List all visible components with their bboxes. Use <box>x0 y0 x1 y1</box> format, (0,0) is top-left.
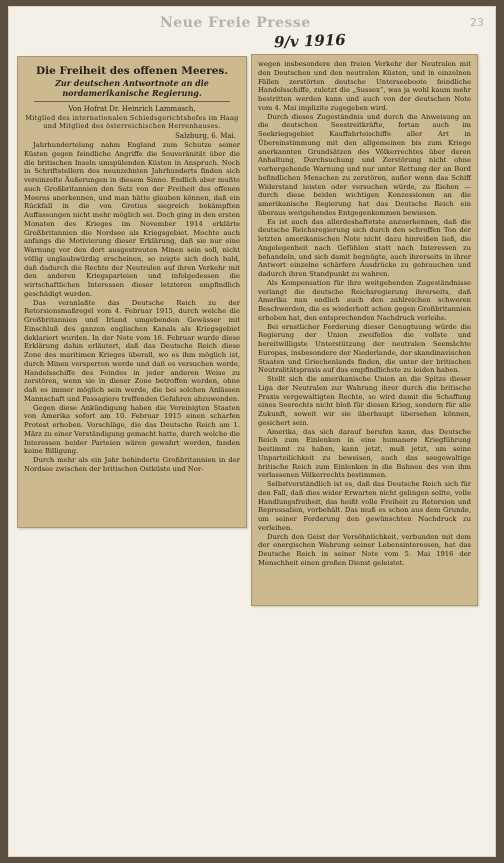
page-number: 23 <box>470 16 484 29</box>
article-subhead: Zur deutschen Antwortnote an die nordamerikanische Regierung. <box>55 78 209 98</box>
article-clipping-right <box>251 54 478 606</box>
paragraph: Durch dieses Zugeständnis und durch die Anweisung an die deutschen Seestreitkräfte, fortan auch im Seekriegsgebiet Kauffahrteischiffe aller Art in Übereinstimmung mit den allgemeinen bis zum Kriege anerkannten Grundsätzen des Völkerrechtes über deren Anhaltung, Durchsuchung und Zerstörung nicht ohne vorhergehende Warnung und nur unter Rettung der an Bord befindlichen Menschen zu zerstören, außer wenn das Schiff Widerstand leisten oder versuchen würde, zu fliehen — durch diese beiden wichtigen Konzessionen an die amerikanische Regierung hat das Deutsche Reich ein überaus weitgehendes Entgegenkommen bewiesen. <box>258 112 471 217</box>
article-headline: Die Freiheit des offenen Meeres. <box>36 65 228 77</box>
paragraph: Als Kompensation für ihre weitgehenden Zugeständnisse verlangt die deutsche Reichsregierung ihrerseits, daß Amerika nun endlich auch den zahlreichen schweren Beschwerden, die es wiederholt schon gegen Großbritannien erhoben hat, den entsprechenden Nachdruck verleihe. <box>258 278 471 322</box>
divider <box>34 101 230 102</box>
paragraph: Durch mehr als ein Jahr behinderte Großbritannien in der Nordsee zwischen der britischen Ostküste und Nor- <box>24 456 240 473</box>
dateline: Salzburg, 6. Mai. <box>175 132 236 140</box>
article-clipping-left <box>17 56 247 528</box>
paragraph: Stellt sich die amerikanische Union an die Spitze dieser Liga der Neutralen zur Wahrung ihrer durch die britische Praxis vergewaltigten Rechte, so wird damit die Schaffung eines Seerechts nicht bloß für diesen Krieg, sondern für alle Zukunft, soweit wir sie überhaupt übersehen können, gesichert sein. <box>258 375 471 427</box>
paragraph: wegen insbesondere den freien Verkehr der Neutralen mit den Deutschen und den neutralen Küsten, und in einzelnen Fällen zerstörten deutsche Unterseeboote feindliche Handelsschiffe, zuletzt die „Sussex“, was ja wohl kaum mehr bestritten werden kann und auch von der deutschen Note vom 4. Mai implizite zugegeben wird. <box>258 60 471 112</box>
paragraph: Gegen diese Ankündigung haben die Vereinigten Staaten von Amerika sofort am 10. Februar 1915 einen scharfen Protest erhoben. Vorschläge, die das Deutsche Reich am 1. März zu einer Verständigung gemacht hatte, durch welche die Interessen beider Parteien wären gewahrt worden, fanden keine Billigung. <box>24 403 240 456</box>
paragraph: Das veranlaßte das Deutsche Reich zu der Retorsionsmaßregel vom 4. Februar 1915, durch welche die Großbritannien und Irland umgebenden Gewässer mit Einschluß des ganzen englischen Kanals als Kriegsgebiet deklariert wurden. In der Note vom 16. Februar wurde diese Erklärung dahin erläutert, daß das Deutsche Reich diese Zone des maritimen Krieges überall, wo es ihm möglich ist, durch Minen versperren werde und daß es versuchen werde, Handelsschiffe des Feindes in jeder anderen Weise zu zerstören, wenn sie in dieser Zone betroffen werden, ohne daß es immer möglich sein werde, die bei solchen Anlässen Mannschaft und Passagiere treffenden Gefahren abzuwenden. <box>24 298 240 403</box>
paragraph: Bei ernstlicher Forderung dieser Genugtuung würde die Regierung der Union zweifellos die vollste und bereitwilligste Unterstützung der neutralen Seemächte Europas, insbesondere der Niederlande, der skandinavischen Staaten und Griechenlands finden, die unter der britischen Neutralitätspraxis auf das empfindlichste zu leiden haben. <box>258 322 471 375</box>
paragraph: Jahrhundertelang nahm England zum Schutze seiner Küsten gegen feindliche Angriffe die Souveränität über die die britischen Inseln umspülenden Küsten in Anspruch. Noch in Schriftstellern des neunzehnten Jahrhunderts finden sich vereinzelte Äußerungen in diesem Sinne. Endlich aber mußte auch Großbritannien den Satz von der Freiheit des offenen Meeres anerkennen, und man hätte glauben können, daß ein Rückfall in die von Grotius siegreich bekämpften Auffassungen nicht mehr möglich sei. Doch ging in den ersten Monaten des Krieges im November 1914 erklärte Großbritannien die Nordsee als Kriegsgebiet. Mochte auch anfangs die Motivierung dieser Erklärung, daß sie nur eine Warnung vor den dort ausgestreuten Minen sein soll, nicht völlig unglaubwürdig erscheinen, so zeigte sich doch bald, daß dadurch die Rechte der Neutralen auf ihren Verkehr mit den anderen Kriegsparteien und infolgedessen die wirtschaftlichen Interessen dieser letzteren empfindlich geschädigt wurden. <box>24 141 240 298</box>
article-author: Von Hofrat Dr. Heinrich Lammasch, <box>68 105 196 113</box>
paragraph: Amerika, das sich darauf berufen kann, das Deutsche Reich zum Einlenken in eine humanere Kriegführung bestimmt zu haben, kann jetzt, muß jetzt, um seine Unparteilichkeit zu beweisen, auch das seegewaltige britische Reich zum Einlenken in die Bahnen des von ihm verlassenen Völkerrechts bestimmen. <box>258 427 471 480</box>
author-affiliation: Mitglied des internationalen Schiedsgerichtshofes im Haag und Mitglied des österreichischen Herrenhauses. <box>25 114 239 130</box>
newspaper-masthead: Neue Freie Presse <box>160 15 311 31</box>
handwritten-date: 9/v 1916 <box>273 30 346 52</box>
paragraph: Selbstverständlich ist es, daß das Deutsche Reich sich für den Fall, daß dies wider Erwarten nicht gelingen sollte, volle Handlungsfreiheit, das heißt volle Freiheit zu Retorsion und Repressalien, vorbehält. Das muß es schon aus dem Grunde, um seiner Forderung den gewünschten Nachdruck zu verleihen. <box>258 480 471 532</box>
paragraph: Es ist auch das allerdeshaftetste anzuerkennen, daß die deutsche Reichsregierung sich durch den schroffen Ton der letzten amerikanischen Note nicht dazu hinreißen ließ, die Angelegenheit nach Gefühlen statt nach Interessen zu behandeln, und sich damit begnügte, auch ihrerseits in ihrer Antwort einzelne schärfere Ausdrücke zu gebrauchen und dadurch ihren Standpunkt zu wahren. <box>258 217 471 278</box>
paragraph: Durch den Geist der Versöhnlichkeit, verbunden mit dem der energischen Wahrung seiner Lebensinteressen, hat das Deutsche Reich in seiner Note vom 5. Mai 1916 der Menschheit einen großen Dienst geleistet. <box>258 532 471 567</box>
